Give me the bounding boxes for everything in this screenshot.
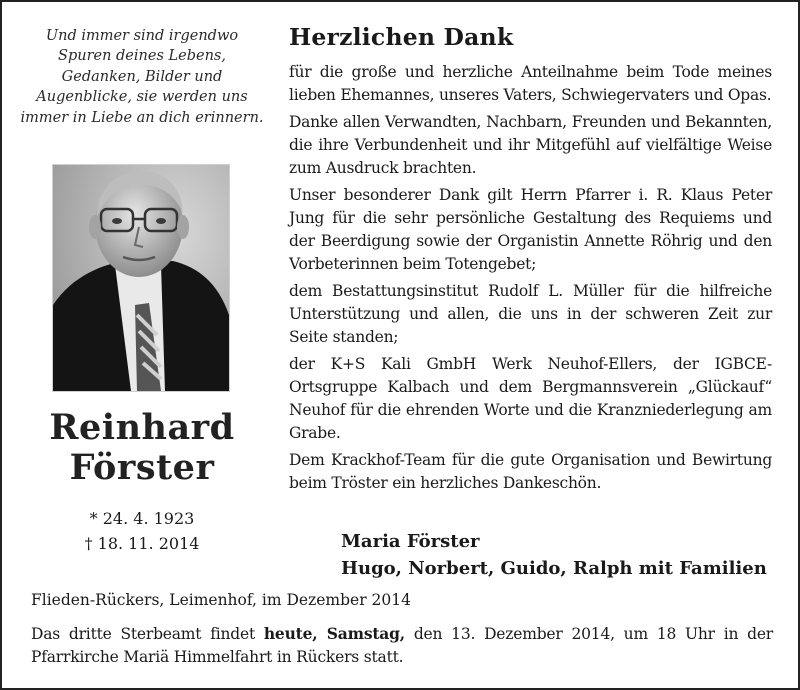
portrait-illustration <box>53 165 229 391</box>
poem-line: Und immer sind irgendwo <box>45 28 239 44</box>
signers <box>341 528 767 582</box>
life-dates <box>8 506 276 556</box>
thanks-paragraph: für die große und herzliche Anteilnahme beim Tode meines lieben Ehemannes, unseres Vaters, Schwiegervaters und Opas. <box>289 63 772 104</box>
poem-line: Augenblicke, sie werden uns <box>36 89 248 106</box>
thanks-paragraph: Unser besonderer Dank gilt Herrn Pfarrer i. R. Klaus Peter Jung für die sehr persönliche Gestaltung des Requiems und der Beerdigung sowie der Organistin Annette Röhrig und den Vorbeterinnen beim Totengebet; <box>289 186 772 273</box>
death-date: † 18. 11. 2014 <box>84 534 200 553</box>
thanks-paragraph: der K+S Kali GmbH Werk Neuhof-Ellers, der IGBCE-Ortsgruppe Kalbach und dem Bergmannsverein „Glückauf“ Neuhof für die ehrenden Worte und die Kranzniederlegung am Grabe. <box>289 355 772 442</box>
poem-line: Spuren deines Lebens, <box>58 48 226 65</box>
thanks-paragraph: Dem Krackhof-Team für die gute Organisation und Bewirtung beim Tröster ein herzliches Dankeschön. <box>289 451 772 492</box>
poem-line: immer in Liebe an dich erinnern. <box>20 109 264 126</box>
notice-text: den 13. Dezember 2014, um 18 Uhr in der Pfarrkirche Mariä Himmelfahrt in Rückers statt. <box>31 625 773 666</box>
birth-date: * 24. 4. 1923 <box>89 509 195 528</box>
thanks-paragraph: Danke allen Verwandten, Nachbarn, Freunden und Bekannten, die ihre Verbundenheit und ihr Mitgefühl auf vielfältige Weise zum Ausdruck brachten. <box>289 113 772 177</box>
left-column <box>8 0 276 553</box>
thanks-paragraph: dem Bestattungsinstitut Rudolf L. Müller für die hilfreiche Unterstützung und allen, die uns in der schweren Zeit zur Seite standen; <box>289 282 772 346</box>
service-notice <box>31 622 773 669</box>
deceased-name <box>8 408 276 488</box>
last-name: Förster <box>69 447 215 488</box>
thanks-column <box>289 0 772 495</box>
signer-line: Maria Förster <box>341 531 480 552</box>
portrait-photo <box>52 164 230 392</box>
place-date: Flieden-Rückers, Leimenhof, im Dezember 2014 <box>31 591 411 609</box>
notice-highlight: heute, Samstag, <box>263 624 405 643</box>
signer-line: Hugo, Norbert, Guido, Ralph mit Familien <box>341 558 767 579</box>
memorial-poem <box>8 26 276 128</box>
poem-line: Gedanken, Bilder und <box>61 68 223 85</box>
notice-text: Das dritte Sterbeamt findet <box>31 625 264 643</box>
thanks-heading: Herzlichen Dank <box>289 23 514 51</box>
first-name: Reinhard <box>49 407 235 448</box>
